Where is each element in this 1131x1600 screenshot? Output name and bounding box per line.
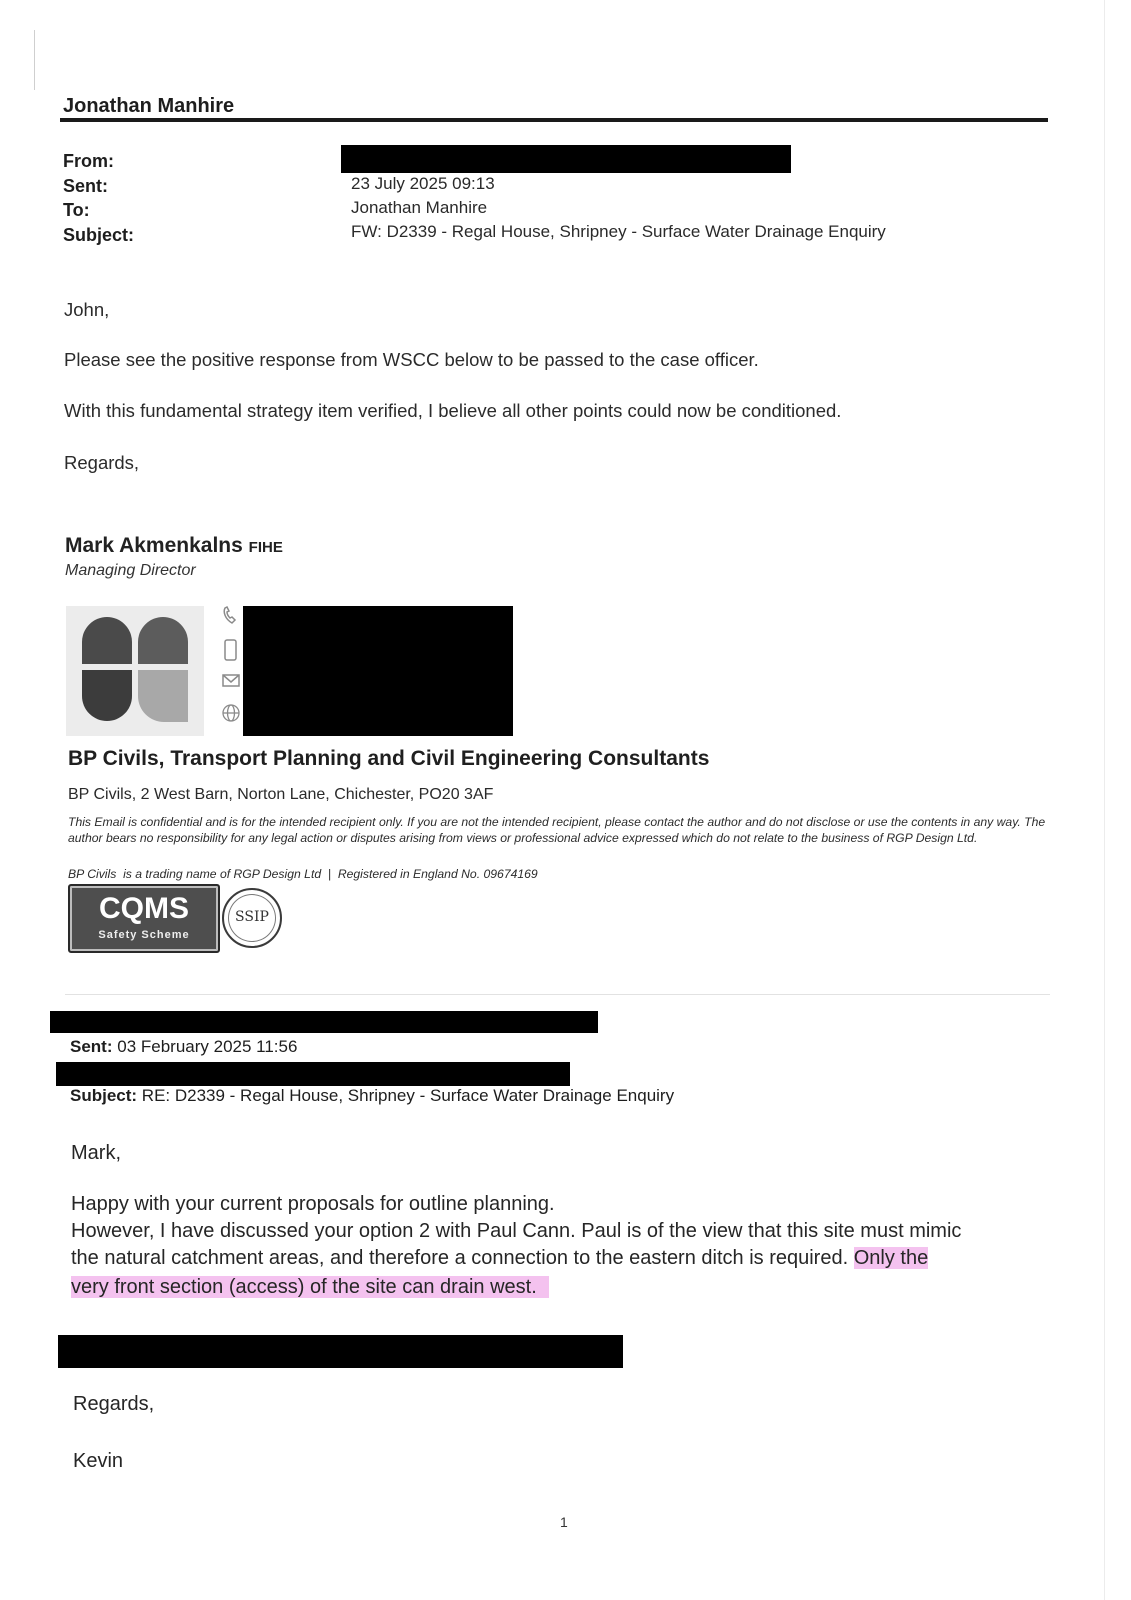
body-line-3-text: the natural catchment areas, and therefore a connection to the eastern ditch is required. <box>71 1247 849 1269</box>
heading-rule <box>60 118 1048 122</box>
to-label: To: <box>63 200 90 220</box>
from-label: From: <box>63 151 114 171</box>
sent-value-2: 03 February 2025 11:56 <box>117 1037 298 1056</box>
company-address: BP Civils, 2 West Barn, Norton Lane, Chichester, PO20 3AF <box>68 786 494 803</box>
redaction-from-2 <box>50 1011 598 1033</box>
signature-postnominal: FIHE <box>248 539 283 556</box>
company-logo <box>66 606 204 736</box>
phone-icon <box>224 607 235 623</box>
cqms-badge-text: CQMS <box>99 892 189 925</box>
contact-icons <box>221 606 241 730</box>
page-number: 1 <box>560 1514 568 1530</box>
subject-value-2: RE: D2339 - Regal House, Shripney - Surface Water Drainage Enquiry <box>141 1086 675 1105</box>
signoff: Regards, <box>64 452 140 473</box>
redaction-signature-2 <box>58 1335 623 1368</box>
logo-shape-bottom-left <box>82 670 132 721</box>
to-value: Jonathan Manhire <box>351 198 488 217</box>
body-line-3 <box>71 1247 928 1270</box>
body-line-4 <box>71 1276 549 1299</box>
ssip-seal <box>222 888 282 948</box>
highlighted-text-start: Only the <box>853 1247 929 1269</box>
subject-value: FW: D2339 - Regal House, Shripney - Surface Water Drainage Enquiry <box>351 222 886 241</box>
subject-line-2 <box>70 1086 674 1106</box>
signature-name <box>65 534 283 558</box>
logo-shape-bottom-right <box>138 670 188 722</box>
signature-name-text: Mark Akmenkalns <box>65 534 243 557</box>
trading-name-line: BP Civils is a trading name of RGP Design Ltd | Registered in England No. 09674169 <box>68 867 538 881</box>
redaction-from <box>341 145 791 173</box>
ssip-seal-text: SSIP <box>235 909 269 925</box>
cqms-badge-subtext: Safety Scheme <box>98 929 190 941</box>
mobile-icon <box>225 640 236 660</box>
signoff-2: Regards, <box>73 1393 155 1415</box>
subject-label: Subject: <box>63 225 135 245</box>
message-separator <box>65 994 1050 995</box>
paragraph-1: Please see the positive response from WSCC below to be passed to the case officer. <box>64 349 759 370</box>
sent-line-2 <box>70 1037 297 1057</box>
scan-edge-mark <box>34 30 35 90</box>
sent-label-2: Sent: <box>70 1037 113 1056</box>
highlighted-text: very front section (access) of the site can drain west. <box>71 1276 549 1298</box>
cqms-badge <box>68 884 220 953</box>
sent-value: 23 July 2025 09:13 <box>351 174 495 193</box>
redaction-contact-details <box>243 606 513 736</box>
greeting: John, <box>64 299 110 320</box>
signature-title: Managing Director <box>65 562 196 579</box>
recipient-name-heading: Jonathan Manhire <box>63 95 235 117</box>
email-disclaimer: This Email is confidential and is for the intended recipient only. If you are not the intended recipient, please contact the author and do not disclose or use the contents in any way. The author bears no responsibility for any legal action or disputes arising from views or professional advice expressed which do not relate to the business of RGP Design Ltd. <box>68 815 1046 845</box>
scan-edge-line <box>1104 0 1105 1600</box>
logo-shape-top-right <box>138 617 188 664</box>
greeting-2: Mark, <box>71 1142 121 1164</box>
logo-shape-top-left <box>82 617 132 664</box>
body-line-1: Happy with your current proposals for outline planning. <box>71 1193 555 1215</box>
sender-name: Kevin <box>73 1450 124 1472</box>
paragraph-2: With this fundamental strategy item verified, I believe all other points could now be conditioned. <box>64 400 842 421</box>
sent-label: Sent: <box>63 176 108 196</box>
contact-icons-graphic <box>221 606 241 730</box>
redaction-to-2 <box>56 1062 570 1086</box>
company-name: BP Civils, Transport Planning and Civil Engineering Consultants <box>68 747 710 770</box>
subject-label-2: Subject: <box>70 1086 138 1105</box>
body-line-2: However, I have discussed your option 2 with Paul Cann. Paul is of the view that this site must mimic <box>71 1220 962 1242</box>
company-logo-graphic <box>66 606 204 736</box>
email-icon <box>223 675 239 686</box>
web-icon <box>223 705 239 721</box>
